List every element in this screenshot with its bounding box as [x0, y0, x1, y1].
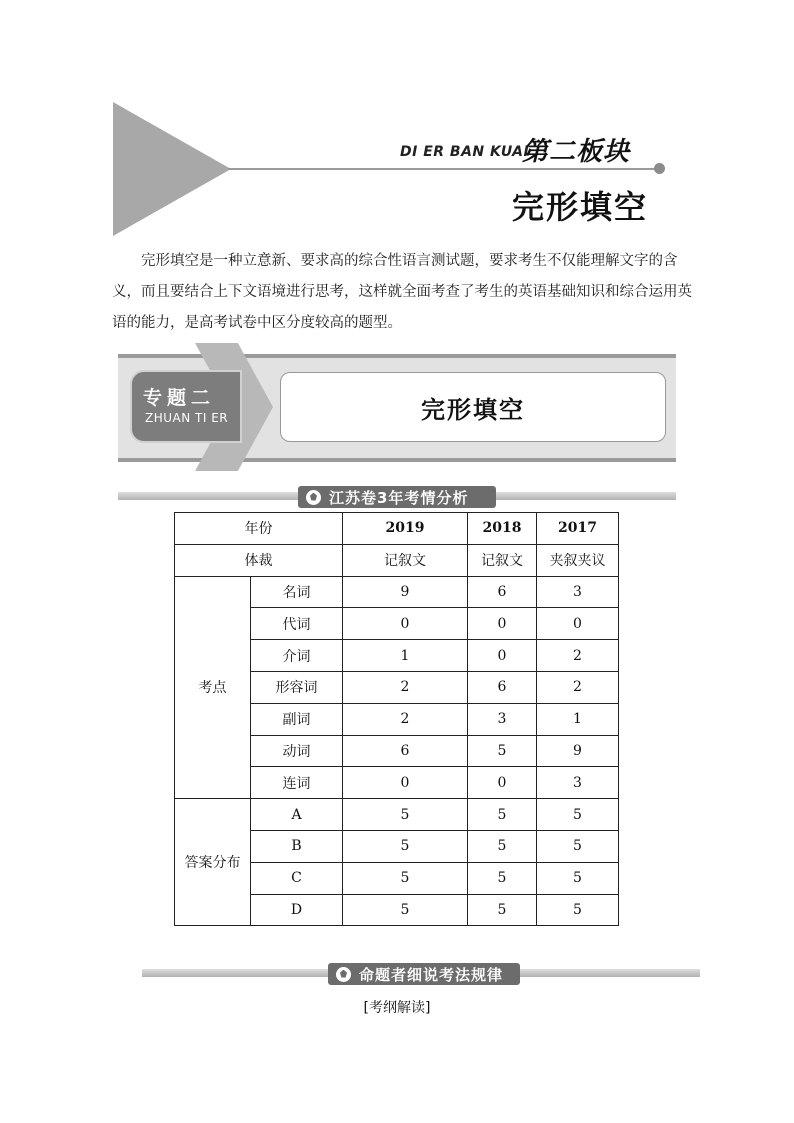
section-heading-analysis [298, 486, 496, 508]
value-cell: 9 [537, 735, 619, 767]
badge-icon [306, 490, 321, 505]
section-title: 第二板块 [522, 137, 631, 167]
row-label-cell: 代词 [251, 608, 343, 640]
year-cell: 2017 [537, 513, 619, 545]
value-cell: 5 [343, 862, 468, 894]
row-label-cell: 形容词 [251, 671, 343, 703]
row-label-cell: 名词 [251, 576, 343, 608]
row-label-cell: D [251, 894, 343, 926]
table-row [175, 576, 619, 608]
row-label-cell: C [251, 862, 343, 894]
header-dot [654, 163, 665, 174]
genre-cell: 记叙文 [343, 544, 468, 576]
value-cell: 3 [537, 767, 619, 799]
value-cell: 5 [468, 862, 537, 894]
section-heading-text: 命题者细说考法规律 [359, 965, 504, 984]
row-label-cell: 连词 [251, 767, 343, 799]
header-triangle [113, 102, 231, 236]
section-pinyin: DI ER BAN KUAI [400, 144, 530, 160]
value-cell: 2 [537, 671, 619, 703]
year-cell: 2018 [468, 513, 537, 545]
topic-label: 专题二 [143, 387, 216, 409]
section-heading-text: 江苏卷3年考情分析 [329, 488, 469, 507]
value-cell: 5 [537, 830, 619, 862]
row-label-cell: 介词 [251, 640, 343, 672]
header-rule [228, 168, 658, 170]
section-heading-rules [328, 963, 520, 985]
genre-cell: 夹叙夹议 [537, 544, 619, 576]
value-cell: 0 [468, 640, 537, 672]
value-cell: 5 [537, 799, 619, 831]
header-year-cell: 年份 [175, 513, 343, 545]
value-cell: 0 [343, 608, 468, 640]
value-cell: 5 [468, 830, 537, 862]
intro-paragraph: 完形填空是一种立意新、要求高的综合性语言测试题，要求考生不仅能理解文字的含义，而且要结合上下文语境进行思考，这样就全面考查了考生的英语基础知识和综合运用英语的能力，是高考试卷中区分度较高的题型。 [112, 253, 692, 331]
value-cell: 5 [343, 894, 468, 926]
row-label-cell: B [251, 830, 343, 862]
row-label-cell: 副词 [251, 703, 343, 735]
value-cell: 5 [468, 799, 537, 831]
value-cell: 1 [537, 703, 619, 735]
value-cell: 0 [468, 767, 537, 799]
genre-label-cell: 体裁 [175, 544, 343, 576]
value-cell: 5 [343, 830, 468, 862]
genre-cell: 记叙文 [468, 544, 537, 576]
table-row [175, 544, 619, 576]
table-row [175, 799, 619, 831]
value-cell: 5 [343, 799, 468, 831]
topic-label-pinyin: ZHUAN TI ER [145, 411, 229, 425]
value-cell: 0 [537, 608, 619, 640]
row-label-cell: A [251, 799, 343, 831]
value-cell: 2 [343, 703, 468, 735]
row-label-cell: 动词 [251, 735, 343, 767]
value-cell: 5 [468, 894, 537, 926]
value-cell: 5 [537, 894, 619, 926]
group-label-cell: 答案分布 [175, 799, 251, 926]
value-cell: 1 [343, 640, 468, 672]
exam-analysis-table [174, 512, 619, 926]
value-cell: 0 [343, 767, 468, 799]
value-cell: 2 [343, 671, 468, 703]
value-cell: 6 [468, 576, 537, 608]
table-row [175, 513, 619, 545]
value-cell: 0 [468, 608, 537, 640]
value-cell: 9 [343, 576, 468, 608]
outline-label: [考纲解读] [363, 1000, 431, 1016]
value-cell: 2 [537, 640, 619, 672]
topic-title: 完形填空 [421, 395, 525, 424]
year-cell: 2019 [343, 513, 468, 545]
page-title: 完形填空 [512, 188, 649, 226]
value-cell: 5 [468, 735, 537, 767]
group-label-cell: 考点 [175, 576, 251, 799]
value-cell: 5 [537, 862, 619, 894]
value-cell: 3 [537, 576, 619, 608]
value-cell: 6 [468, 671, 537, 703]
value-cell: 3 [468, 703, 537, 735]
badge-icon [336, 967, 351, 982]
value-cell: 6 [343, 735, 468, 767]
